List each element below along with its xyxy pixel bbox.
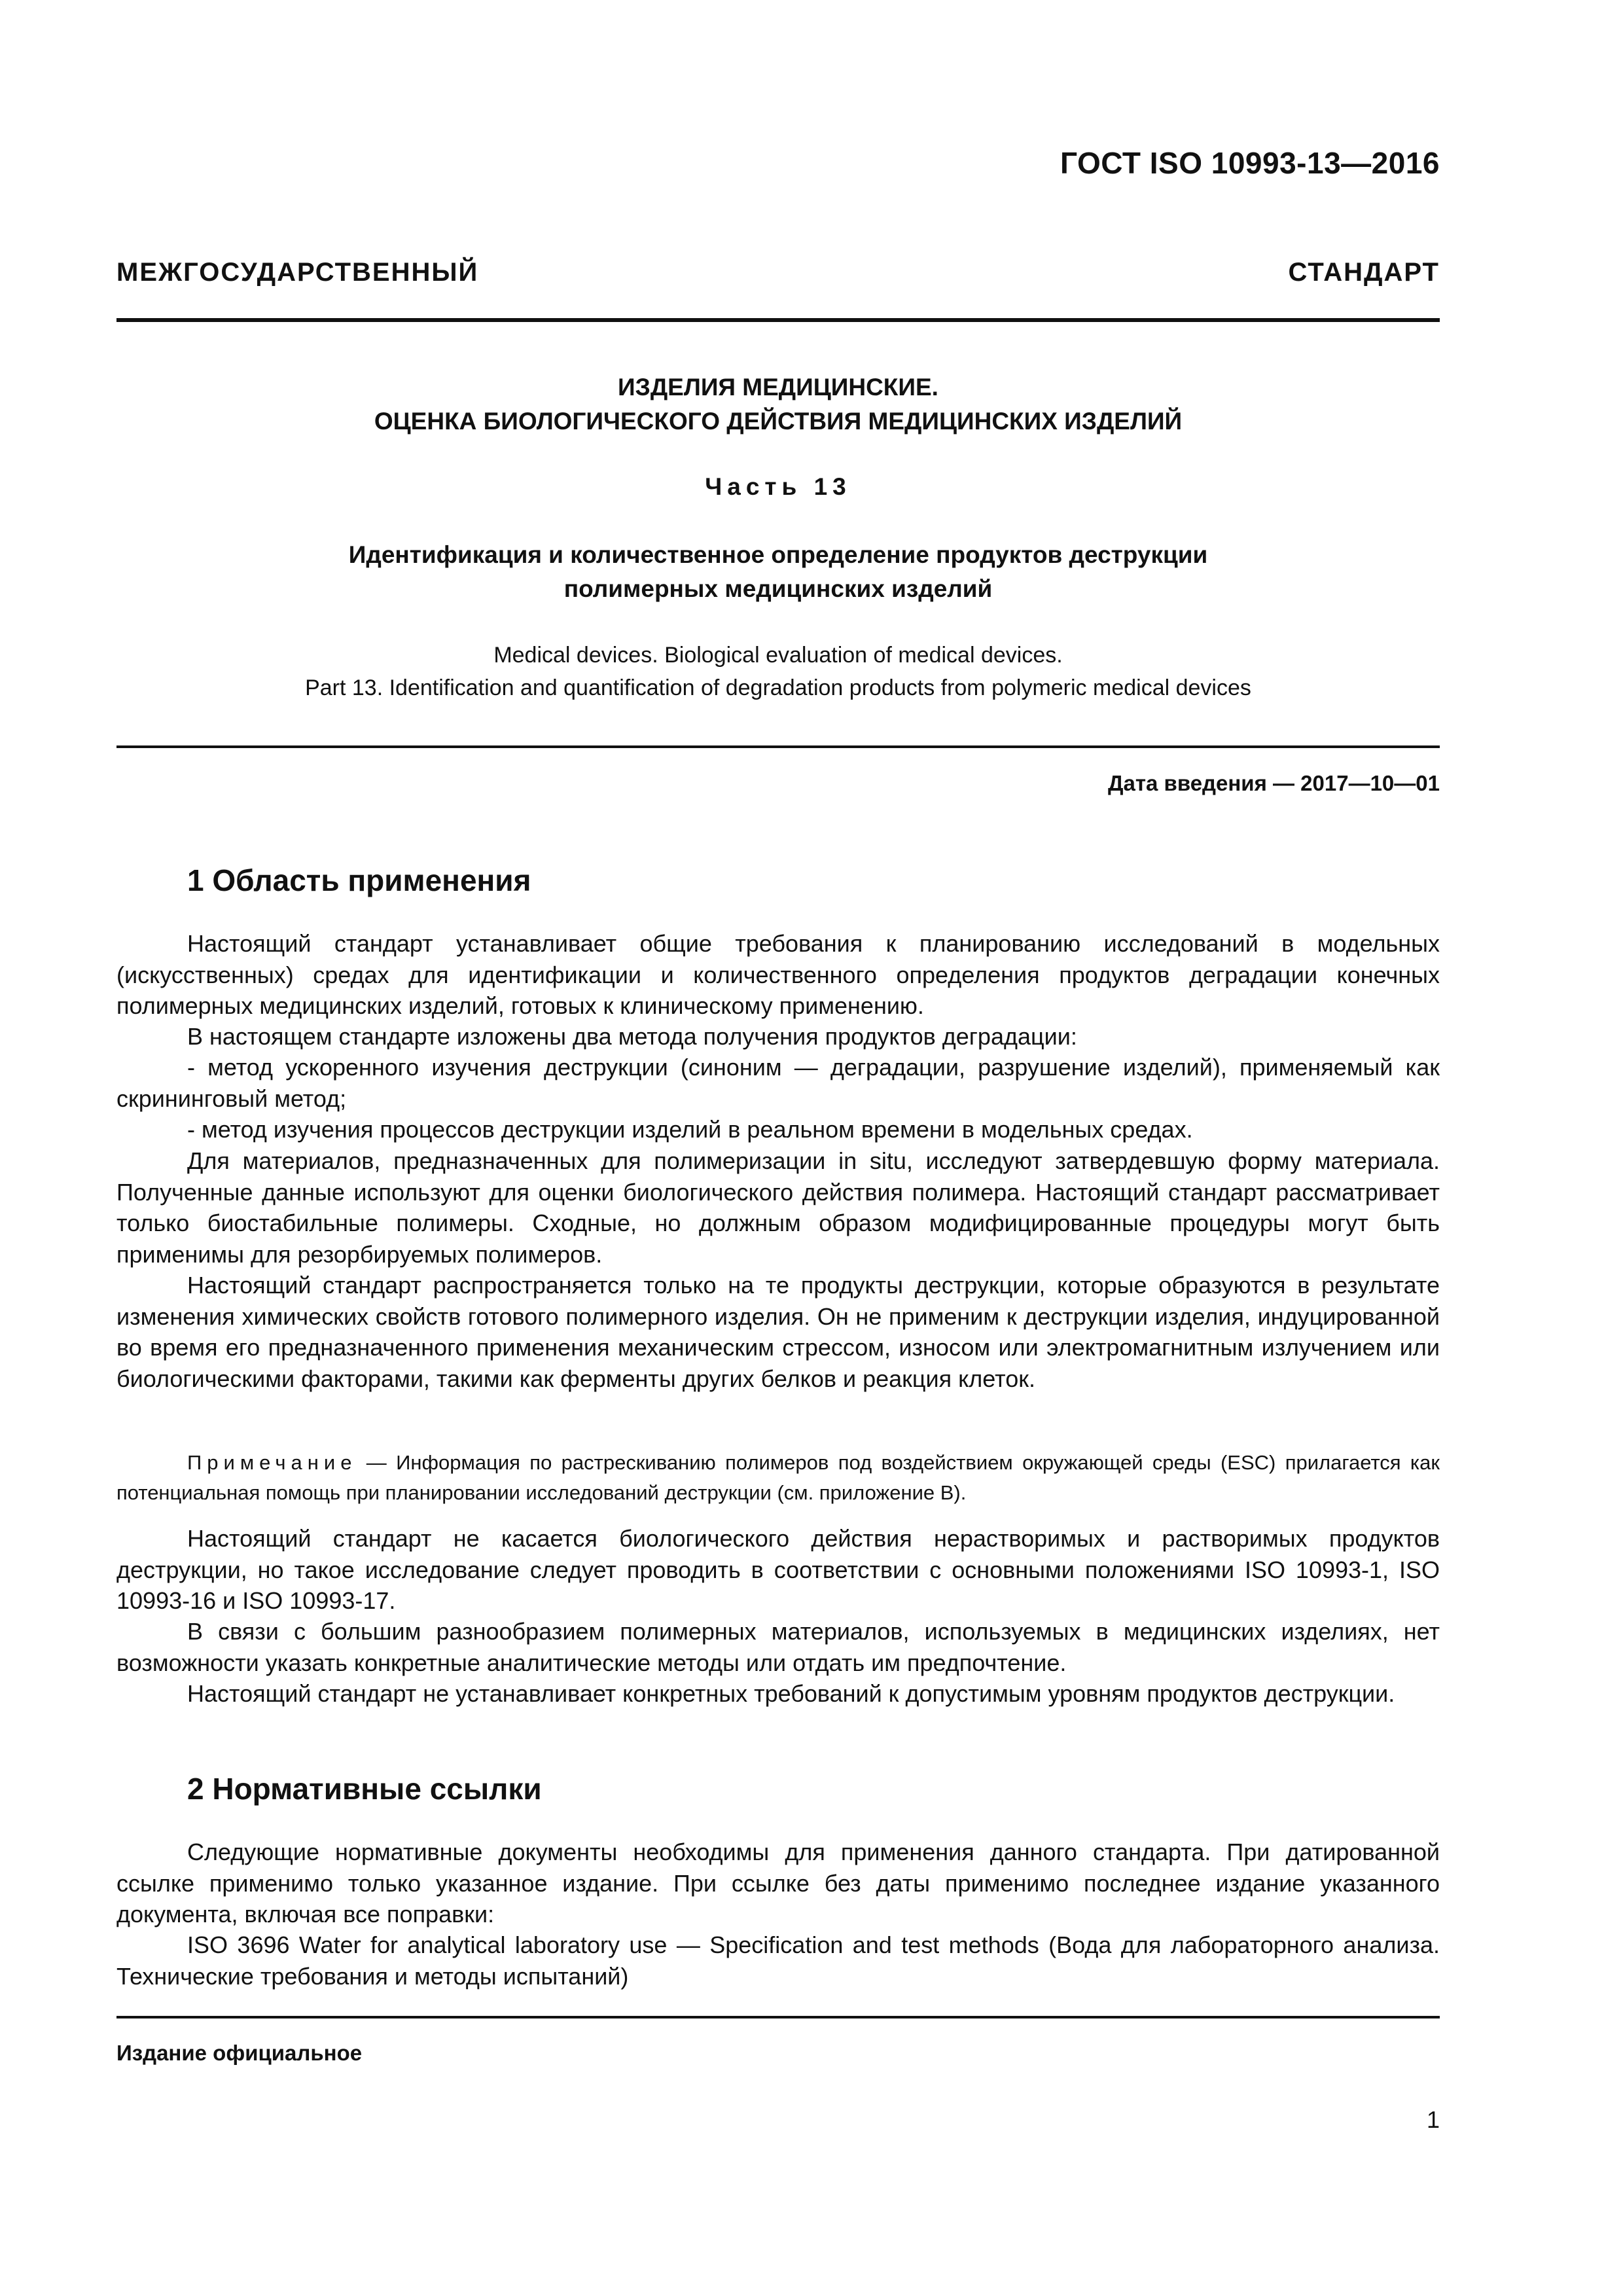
document-code: ГОСТ ISO 10993-13—2016	[1060, 146, 1440, 180]
section-1-paragraph-7: Настоящий стандарт не устанавливает конкретных требований к допустимым уровням продуктов деструкции.	[187, 1680, 1395, 1707]
subtitle-line-2: полимерных медицинских изделий	[563, 575, 993, 602]
english-title-line-1: Medical devices. Biological evaluation of medical devices.	[493, 643, 1063, 668]
title-line-2: ОЦЕНКА БИОЛОГИЧЕСКОГО ДЕЙСТВИЯ МЕДИЦИНСКИХ ИЗДЕЛИЙ	[374, 408, 1183, 435]
footer-rule	[116, 2016, 1440, 2018]
section-2-heading: 2 Нормативные ссылки	[187, 1772, 542, 1806]
section-1-paragraph-5: Настоящий стандарт не касается биологического действия нерастворимых и растворимых продуктов деструкции, но такое исследование следует проводить в соответствии с основными положениями ISO 10993-1, ISO 10993-16 и ISO 10993-17.	[116, 1525, 1440, 1614]
section-1-note	[116, 1448, 1440, 1508]
page-number: 1	[1426, 2106, 1440, 2133]
english-title-line-2: Part 13. Identification and quantification of degradation products from polymeric medical devices	[305, 675, 1251, 700]
introduction-date: Дата введения — 2017—10—01	[1108, 771, 1440, 795]
note-text: — Информация по растрескиванию полимеров под воздействием окружающей среды (ESC) прилагается как потенциальная помощь при планировании исследований деструкции (см. приложение B).	[116, 1451, 1440, 1504]
section-1-paragraph-1: Настоящий стандарт устанавливает общие требования к планированию исследований в модельных (искусственных) средах для идентификации и количественного определения продуктов деградации конечных полимерных медицинских изделий, готовых к клиническому применению.	[116, 930, 1440, 1019]
section-2-reference-1: ISO 3696 Water for analytical laboratory use — Specification and test methods (Вода для лабораторного анализа. Технические требования и методы испытаний)	[116, 1931, 1440, 1990]
title-line-1: ИЗДЕЛИЯ МЕДИЦИНСКИЕ.	[618, 374, 938, 401]
section-1-list-item-2: - метод изучения процессов деструкции изделий в реальном времени в модельных средах.	[187, 1116, 1193, 1143]
section-1-paragraph-4: Настоящий стандарт распространяется только на те продукты деструкции, которые образуются в результате изменения химических свойств готового полимерного изделия. Он не применим к деструкции изделия, индуцированной во время его предназначенного применения механическим стрессом, износом или электромагнитным излучением или биологическими факторами, такими как ферменты других белков и реакция клеток.	[116, 1272, 1440, 1392]
subtitle-line-1: Идентификация и количественное определение продуктов деструкции	[348, 541, 1208, 568]
section-1-paragraph-2: В настоящем стандарте изложены два метода получения продуктов деградации:	[187, 1023, 1077, 1050]
edition-label: Издание официальное	[116, 2041, 363, 2065]
standard-type: МЕЖГОСУДАРСТВЕННЫЙ СТАНДАРТ	[116, 258, 1440, 287]
note-label: Примечание	[187, 1451, 357, 1474]
section-1-paragraph-3: Для материалов, предназначенных для полимеризации in situ, исследуют затвердевшую форму материала. Полученные данные используют для оценки биологического действия полимера. Настоящий стандарт рассматривает только биостабильные полимеры. Сходные, но должным образом модифицированные процедуры могут быть применимы для резорбируемых полимеров.	[116, 1147, 1440, 1268]
section-1-list-item-1: - метод ускоренного изучения деструкции (синоним — деградации, разрушение изделий), применяемый как скрининговый метод;	[116, 1054, 1440, 1112]
section-2-paragraph-1: Следующие нормативные документы необходимы для применения данного стандарта. При датированной ссылке применимо только указанное издание. При ссылке без даты применимо последнее издание указанного документа, включая все поправки:	[116, 1839, 1440, 1928]
part-label: Часть 13	[705, 473, 851, 500]
section-1-heading: 1 Область применения	[187, 863, 531, 897]
english-title	[116, 639, 1440, 704]
title-rule	[116, 745, 1440, 748]
section-1-paragraph-6: В связи с большим разнообразием полимерных материалов, используемых в медицинских изделиях, нет возможности указать конкретные аналитические методы или отдать им предпочтение.	[116, 1618, 1440, 1676]
document-subtitle	[116, 538, 1440, 606]
document-title	[116, 370, 1440, 439]
document-page	[116, 0, 1440, 2296]
header-rule	[116, 318, 1440, 322]
